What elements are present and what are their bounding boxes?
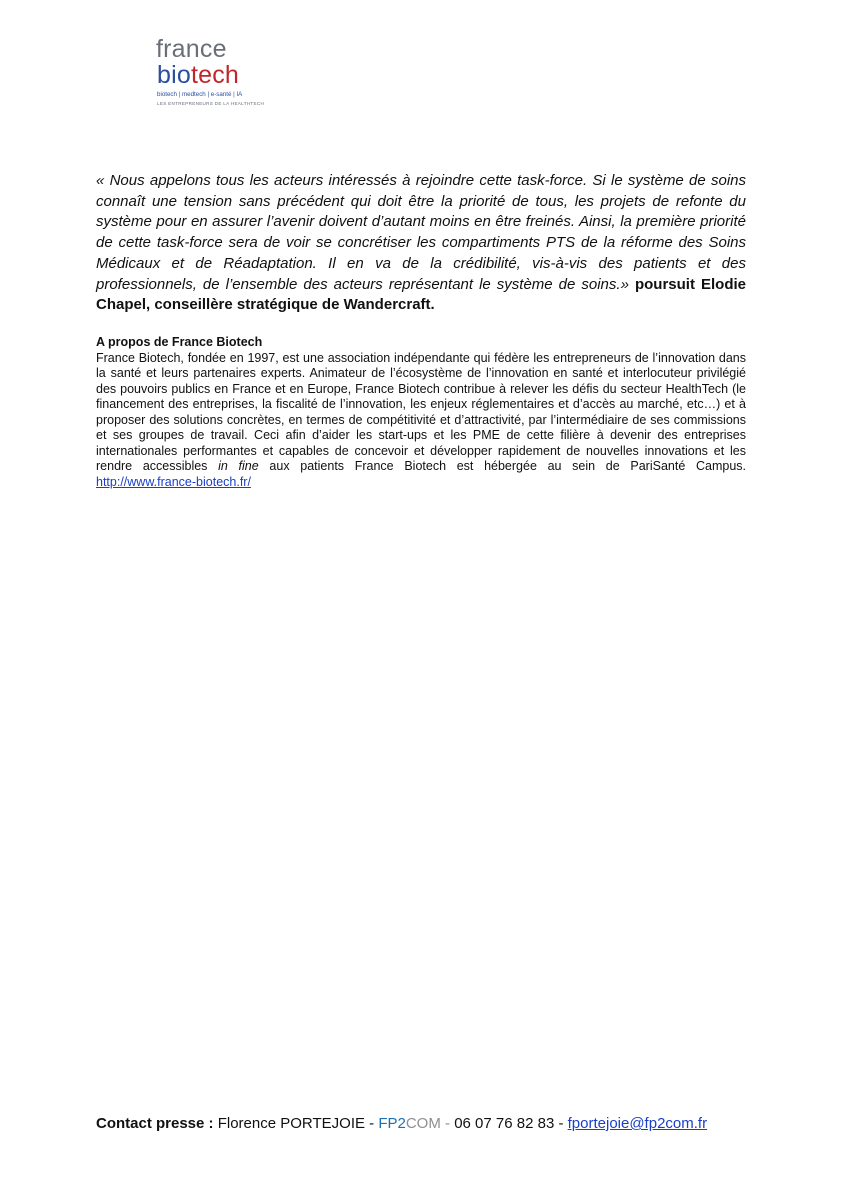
quote-paragraph [96, 171, 746, 316]
about-title: A propos de France Biotech [96, 335, 263, 349]
agency-fp2: FP2 [378, 1115, 406, 1132]
contact-name: Florence PORTEJOIE - [217, 1115, 375, 1132]
contact-label: Contact presse : [96, 1115, 214, 1132]
contact-email-link[interactable]: fportejoie@fp2com.fr [567, 1115, 708, 1132]
quote-attribution: poursuit Elodie Chapel, conseillère stratégique de Wandercraft. [96, 275, 747, 314]
logo-tagline: LES ENTREPRENEURS DE LA HEALTHTECH [157, 101, 265, 106]
website-link[interactable]: http://www.france-biotech.fr/ [96, 474, 251, 489]
logo-word-bio: bio [157, 61, 191, 89]
press-contact [96, 1114, 796, 1134]
france-biotech-logo [156, 35, 266, 115]
contact-phone: 06 07 76 82 83 - [454, 1115, 564, 1132]
agency-com: COM [405, 1115, 441, 1132]
about-section [96, 335, 746, 490]
about-text-italic: in fine [218, 459, 259, 473]
about-text: France Biotech, fondée en 1997, est une association indépendante qui fédère les entrepreneurs de l’innovation dans la santé et leurs partenaires experts. Animateur de l’écosystème de l’innovation en santé et interlocuteur privilégié des pouvoirs publics en France et en Europe, France Biotech contribue à relever les défis du secteur HealthTech (le financement des entreprises, la fiscalité de l’innovation, les enjeux réglementaires et d’accès au marché, etc…) et à proposer des solutions concrètes, en termes de compétitivité et d’attractivité, par l’intermédiaire de ses commissions et ses groupes de travail. Ceci afin d’aider les start-ups et les PME de cette filière à devenir des entreprises internationales performantes et capables de concevoir et développer rapidement de nouvelles innovations et les rendre accessibles [96, 350, 746, 473]
about-text-end: aux patients France Biotech est hébergée au sein de PariSanté Campus. [269, 459, 746, 473]
quote-text: « Nous appelons tous les acteurs intéressés à rejoindre cette task-force. Si le système de soins connaît une tension sans précédent qui doit être la priorité de tous, les projets de refonte du système pour en assurer l’avenir doivent d’autant moins en être freinés. Ainsi, la première priorité de cette task-force sera de voir se concrétiser les compartiments PTS de la réforme des Soins Médicaux et de Réadaptation. Il en va de la crédibilité, vis-à-vis des patients et des professionnels, de l’ensemble des acteurs représentant le système de soins.» [96, 172, 746, 293]
contact-separator: - [445, 1115, 451, 1132]
logo-subtitle: biotech | medtech | e-santé | IA [157, 91, 243, 98]
logo-word-france: france [156, 35, 227, 63]
logo-word-tech: tech [190, 61, 240, 89]
about-body [96, 351, 746, 491]
logo-word-biotech [157, 61, 239, 89]
